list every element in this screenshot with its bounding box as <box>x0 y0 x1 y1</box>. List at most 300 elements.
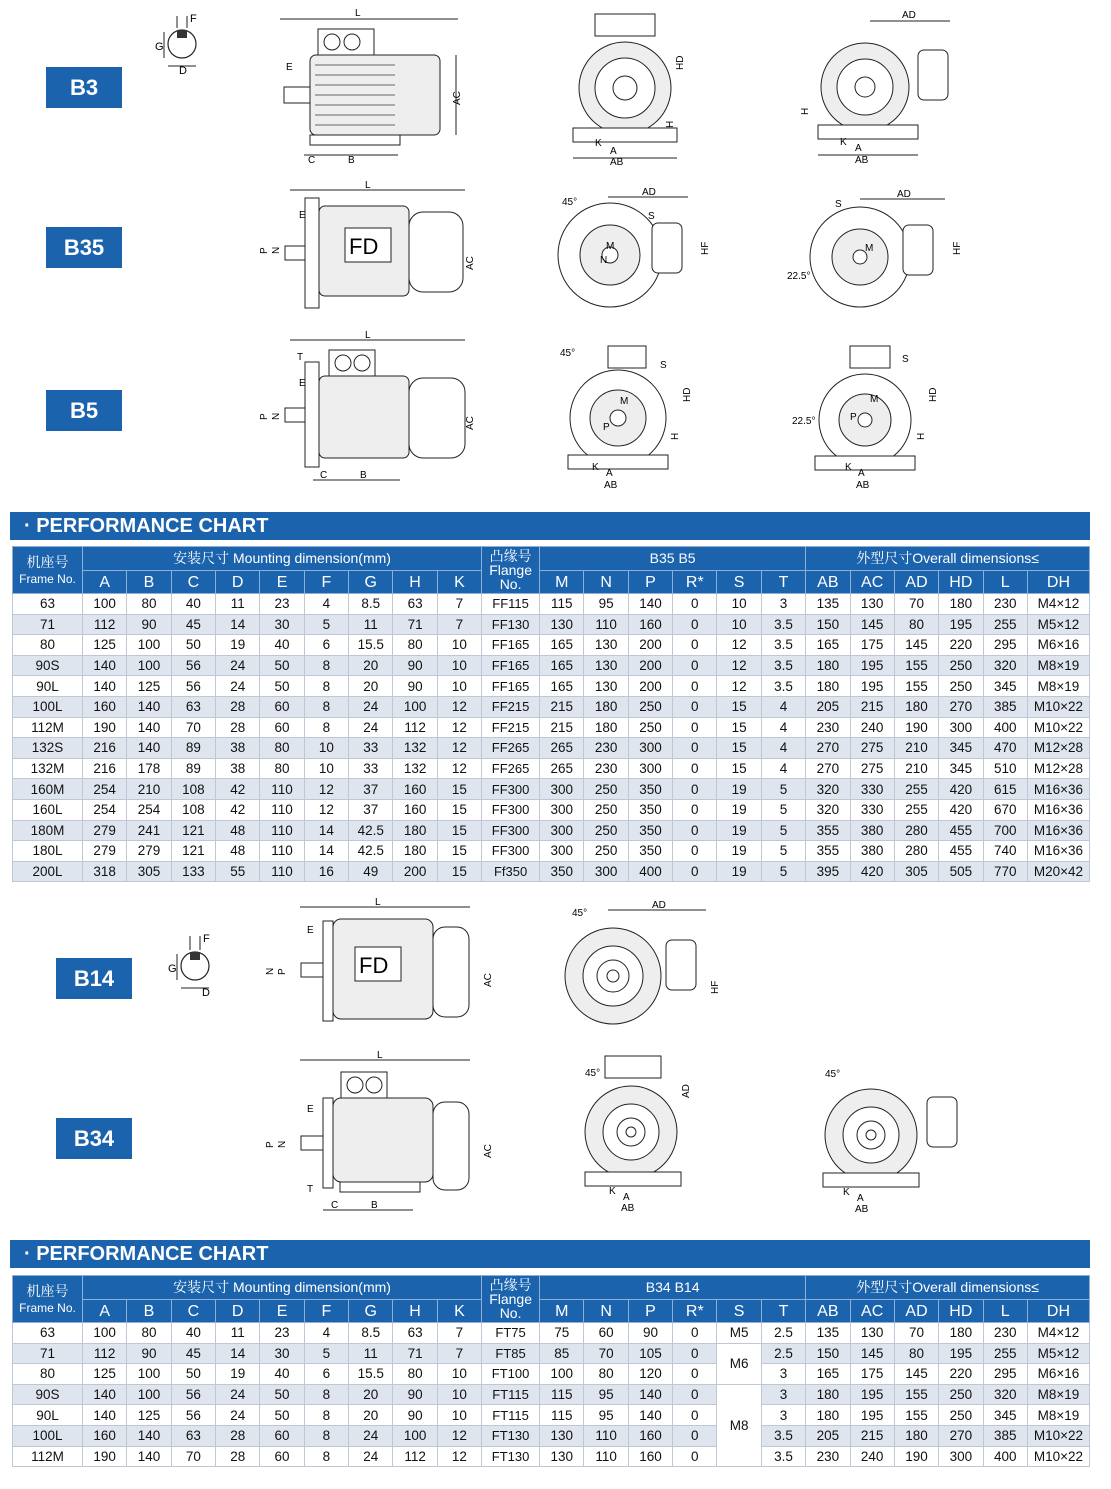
table-cell: 300 <box>540 820 584 841</box>
table-cell: 230 <box>806 1446 850 1467</box>
table-cell: 112 <box>83 614 127 635</box>
label-l: L <box>377 1050 383 1061</box>
table-cell: 195 <box>850 655 894 676</box>
table-cell: 55 <box>216 861 260 882</box>
table-cell: 250 <box>939 676 983 697</box>
table-cell: 160 <box>628 1425 672 1446</box>
table-cell: 0 <box>673 779 717 800</box>
table-cell: FF300 <box>482 779 540 800</box>
label-b: B <box>371 1200 378 1211</box>
table-cell: FF300 <box>482 820 540 841</box>
table-cell: 180 <box>939 594 983 615</box>
flange-no-header: 凸缘号 Flange No. <box>482 1276 540 1323</box>
table-cell: 100L <box>13 696 83 717</box>
table-cell: 455 <box>939 820 983 841</box>
label-b: B <box>360 470 367 481</box>
table-cell: 80 <box>13 1364 83 1385</box>
table-cell: 19 <box>216 1364 260 1385</box>
table-cell: 100 <box>83 594 127 615</box>
table-cell: 38 <box>216 738 260 759</box>
table-cell: 140 <box>127 738 171 759</box>
table-cell: 0 <box>673 696 717 717</box>
table-cell: 0 <box>673 1364 717 1385</box>
table-cell: 11 <box>216 1323 260 1344</box>
label-n: N <box>271 412 282 420</box>
table-cell: 355 <box>806 841 850 862</box>
table-cell: 14 <box>304 841 348 862</box>
table-cell: 130 <box>584 635 628 656</box>
table-cell: 112 <box>393 1446 437 1467</box>
table-cell: 19 <box>717 841 761 862</box>
table-cell: 10 <box>437 1384 481 1405</box>
b35-side-view-diagram <box>259 178 480 313</box>
table-cell: 4 <box>761 696 805 717</box>
table-cell: 355 <box>806 820 850 841</box>
table-cell: 155 <box>894 1405 938 1426</box>
table-cell: FF265 <box>482 738 540 759</box>
table-cell: 10 <box>304 758 348 779</box>
label-ad: AD <box>652 900 666 911</box>
column-header: HD <box>939 1300 983 1323</box>
table-cell: 90 <box>393 1405 437 1426</box>
label-p: P <box>265 1141 276 1148</box>
column-header: C <box>171 1300 215 1323</box>
label-ab: AB <box>604 480 618 491</box>
table-cell: 250 <box>939 1405 983 1426</box>
table-cell: 12 <box>304 799 348 820</box>
table-cell: 70 <box>171 717 215 738</box>
table-cell: 4 <box>761 738 805 759</box>
table-cell: 50 <box>171 635 215 656</box>
table-cell: 90 <box>393 676 437 697</box>
table-cell: 100 <box>393 1425 437 1446</box>
table-cell: 195 <box>939 614 983 635</box>
table-cell: 7 <box>437 594 481 615</box>
label-d: D <box>202 987 210 999</box>
table-cell: FF300 <box>482 841 540 862</box>
table-cell: 0 <box>673 1405 717 1426</box>
table-cell: 165 <box>540 635 584 656</box>
table-cell: 420 <box>939 779 983 800</box>
column-header: AC <box>850 571 894 594</box>
table-cell: 215 <box>540 717 584 738</box>
table-cell: 7 <box>437 1343 481 1364</box>
table-cell: 275 <box>850 738 894 759</box>
label-hd: HD <box>675 55 686 70</box>
table-cell: 130 <box>540 1446 584 1467</box>
table-cell: 40 <box>171 594 215 615</box>
table-cell: 5 <box>761 820 805 841</box>
table-cell: 63 <box>171 1425 215 1446</box>
table-cell: 180 <box>393 841 437 862</box>
table-cell: 108 <box>171 799 215 820</box>
label-ad: AD <box>897 189 911 200</box>
table-cell: 300 <box>628 758 672 779</box>
table-cell: 5 <box>761 861 805 882</box>
table-cell: 10 <box>717 614 761 635</box>
table-cell: 160L <box>13 799 83 820</box>
label-m: M <box>620 396 629 407</box>
table-cell: 195 <box>850 1384 894 1405</box>
table-cell: FF165 <box>482 635 540 656</box>
label-a: A <box>606 468 613 479</box>
table-cell: 140 <box>628 1405 672 1426</box>
table-cell: 241 <box>127 820 171 841</box>
table-row <box>13 841 1090 862</box>
table-row <box>13 861 1090 882</box>
table-cell: 63 <box>13 594 83 615</box>
table-cell: 300 <box>584 861 628 882</box>
column-header: B <box>127 1300 171 1323</box>
table-cell: 0 <box>673 717 717 738</box>
table-cell: 105 <box>628 1343 672 1364</box>
table-cell: 40 <box>260 635 304 656</box>
b5-front-view-diagram <box>548 340 698 490</box>
table-cell: 130 <box>584 676 628 697</box>
label-n: N <box>277 1140 288 1148</box>
table-cell: M16×36 <box>1027 799 1089 820</box>
table-cell: 210 <box>127 779 171 800</box>
column-header: P <box>628 571 672 594</box>
table-cell: 510 <box>983 758 1027 779</box>
table-cell: 12 <box>304 779 348 800</box>
table-cell: 90 <box>628 1323 672 1344</box>
table-cell: 70 <box>171 1446 215 1467</box>
table-cell: 180 <box>584 717 628 738</box>
label-s: S <box>902 354 909 365</box>
table-cell: 145 <box>894 635 938 656</box>
table-cell: 60 <box>260 717 304 738</box>
table-cell: 45 <box>171 614 215 635</box>
table-cell: 160 <box>393 779 437 800</box>
label-g: G <box>168 963 177 975</box>
label-c: C <box>331 1200 339 1211</box>
label-m: M <box>870 394 879 405</box>
table-cell: 90 <box>393 1384 437 1405</box>
table-cell: 10 <box>437 635 481 656</box>
table-cell: 250 <box>939 1384 983 1405</box>
table-cell: 42 <box>216 799 260 820</box>
fd-logo: FD <box>359 953 389 978</box>
label-k: K <box>845 462 852 473</box>
table-cell: 110 <box>260 841 304 862</box>
label-ad: AD <box>902 10 916 21</box>
table-cell: 320 <box>806 779 850 800</box>
table-cell: 160 <box>83 1425 127 1446</box>
table-row <box>13 1323 1090 1344</box>
table-cell: M16×36 <box>1027 779 1089 800</box>
table-cell: 216 <box>83 758 127 779</box>
table-cell: 50 <box>260 1405 304 1426</box>
table-cell: 140 <box>628 594 672 615</box>
table-cell: 165 <box>540 655 584 676</box>
badge-b35: B35 <box>46 227 122 268</box>
table-cell: 200 <box>628 676 672 697</box>
key-section-diagram-b3 <box>152 10 212 75</box>
table-cell: 130 <box>540 614 584 635</box>
table-cell: 300 <box>540 779 584 800</box>
table-cell: 300 <box>628 738 672 759</box>
table-cell: FF165 <box>482 655 540 676</box>
table-cell: 89 <box>171 758 215 779</box>
label-k: K <box>843 1187 850 1198</box>
table-cell: 49 <box>349 861 393 882</box>
table-cell: M8 <box>717 1384 761 1466</box>
table-cell: 42.5 <box>349 841 393 862</box>
table-cell: 0 <box>673 655 717 676</box>
table-cell: 121 <box>171 841 215 862</box>
label-ad: AD <box>681 1084 692 1098</box>
table-cell: 28 <box>216 696 260 717</box>
performance-chart-title-2: · PERFORMANCE CHART <box>10 1240 1090 1268</box>
table-row <box>13 1364 1090 1385</box>
column-header: P <box>628 1300 672 1323</box>
table-cell: 350 <box>628 779 672 800</box>
table-cell: 165 <box>540 676 584 697</box>
label-k: K <box>592 462 599 473</box>
table-cell: 24 <box>216 676 260 697</box>
table-cell: 112 <box>393 717 437 738</box>
table-cell: 470 <box>983 738 1027 759</box>
table-cell: 240 <box>850 1446 894 1467</box>
label-ac: AC <box>483 1144 494 1158</box>
table-cell: 318 <box>83 861 127 882</box>
table-cell: 0 <box>673 614 717 635</box>
table-cell: 4 <box>304 594 348 615</box>
label-h: H <box>665 120 676 128</box>
table-row <box>13 594 1090 615</box>
table-cell: 130 <box>584 655 628 676</box>
table-cell: 254 <box>83 799 127 820</box>
label-45deg: 45° <box>585 1068 601 1079</box>
table-cell: 50 <box>260 1384 304 1405</box>
table-cell: 15 <box>437 820 481 841</box>
table-row <box>13 676 1090 697</box>
table-cell: 0 <box>673 758 717 779</box>
table-cell: 155 <box>894 1384 938 1405</box>
label-45deg: 45° <box>562 197 578 208</box>
column-header: AB <box>806 571 850 594</box>
table-cell: 190 <box>894 1446 938 1467</box>
table-cell: 385 <box>983 1425 1027 1446</box>
table-cell: 37 <box>349 799 393 820</box>
table-cell: 10 <box>717 594 761 615</box>
table-cell: M10×22 <box>1027 696 1089 717</box>
table-cell: 80 <box>127 1323 171 1344</box>
table-cell: 215 <box>850 696 894 717</box>
table-cell: 165 <box>806 1364 850 1385</box>
b14-front-view-diagram <box>558 898 728 1033</box>
table-cell: 10 <box>437 1364 481 1385</box>
table-cell: 60 <box>260 696 304 717</box>
key-section-diagram-b14 <box>165 928 227 998</box>
table-cell: M8×19 <box>1027 1405 1089 1426</box>
table-cell: 400 <box>628 861 672 882</box>
table-cell: 16 <box>304 861 348 882</box>
column-header: L <box>983 571 1027 594</box>
label-p: P <box>277 968 288 975</box>
column-header: S <box>717 1300 761 1323</box>
table-row <box>13 738 1090 759</box>
column-header: DH <box>1027 571 1089 594</box>
column-header: N <box>584 1300 628 1323</box>
table-cell: 24 <box>349 717 393 738</box>
table-cell: 279 <box>83 841 127 862</box>
table-cell: 150 <box>806 1343 850 1364</box>
label-e: E <box>307 925 314 936</box>
label-d: D <box>179 65 187 77</box>
table-cell: 380 <box>850 820 894 841</box>
b34-alt-view-diagram <box>805 1055 965 1215</box>
table-cell: FT115 <box>482 1405 540 1426</box>
table-cell: 7 <box>437 1323 481 1344</box>
table-cell: 8 <box>304 1446 348 1467</box>
column-header: C <box>171 571 215 594</box>
table-cell: 115 <box>540 1405 584 1426</box>
table-row <box>13 696 1090 717</box>
overall-dimensions-header: 外型尺寸Overall dimensions≤ <box>806 547 1090 571</box>
table-cell: 279 <box>127 841 171 862</box>
label-k: K <box>609 1186 616 1197</box>
table-row <box>13 1446 1090 1467</box>
table-cell: 615 <box>983 779 1027 800</box>
table-cell: 24 <box>216 655 260 676</box>
table-cell: 200 <box>628 655 672 676</box>
table-cell: 3.5 <box>761 635 805 656</box>
b35-b5-group-header: B35 B5 <box>540 547 806 571</box>
label-a: A <box>857 1193 864 1204</box>
table-cell: 160 <box>83 696 127 717</box>
label-t: T <box>307 1184 314 1195</box>
label-ac: AC <box>465 256 476 270</box>
table-cell: 230 <box>584 758 628 779</box>
table-cell: 0 <box>673 676 717 697</box>
mounting-dimension-header: 安装尺寸 Mounting dimension(mm) <box>83 1276 482 1300</box>
table-cell: 33 <box>349 738 393 759</box>
table-cell: 230 <box>983 1323 1027 1344</box>
table-cell: 63 <box>171 696 215 717</box>
table-cell: 220 <box>939 1364 983 1385</box>
table-cell: 2.5 <box>761 1323 805 1344</box>
column-header: T <box>761 1300 805 1323</box>
badge-b3: B3 <box>46 67 122 108</box>
table-cell: 70 <box>584 1343 628 1364</box>
table-cell: 255 <box>894 799 938 820</box>
label-l: L <box>355 8 361 19</box>
table-cell: 15 <box>437 841 481 862</box>
table-cell: 38 <box>216 758 260 779</box>
label-c: C <box>308 155 316 166</box>
table-cell: 240 <box>850 717 894 738</box>
table-cell: 165 <box>806 635 850 656</box>
table-cell: 71 <box>393 614 437 635</box>
table-cell: 350 <box>628 841 672 862</box>
table-cell: M8×19 <box>1027 676 1089 697</box>
column-header: B <box>127 571 171 594</box>
table-cell: 133 <box>171 861 215 882</box>
frame-no-header: 机座号 Frame No. <box>13 547 83 594</box>
table-cell: 305 <box>894 861 938 882</box>
table-cell: FF265 <box>482 758 540 779</box>
column-header: E <box>260 571 304 594</box>
table-cell: 110 <box>260 820 304 841</box>
table-cell: 12 <box>437 738 481 759</box>
table-cell: 250 <box>628 717 672 738</box>
performance-chart-title-1: · PERFORMANCE CHART <box>10 512 1090 540</box>
table-cell: 250 <box>628 696 672 717</box>
table-cell: 300 <box>540 799 584 820</box>
table-cell: 80 <box>393 635 437 656</box>
label-ab: AB <box>610 157 624 168</box>
table-cell: 3.5 <box>761 614 805 635</box>
table-cell: 305 <box>127 861 171 882</box>
table-cell: 160 <box>628 1446 672 1467</box>
table-cell: 175 <box>850 1364 894 1385</box>
table-cell: 24 <box>349 696 393 717</box>
label-ab: AB <box>856 480 870 491</box>
table-cell: 320 <box>983 655 1027 676</box>
table-cell: 19 <box>216 635 260 656</box>
label-l: L <box>375 897 381 908</box>
table-cell: 112M <box>13 1446 83 1467</box>
label-e: E <box>307 1104 314 1115</box>
table-row <box>13 758 1090 779</box>
table-cell: FT85 <box>482 1343 540 1364</box>
table-cell: 100 <box>540 1364 584 1385</box>
table-cell: 230 <box>584 738 628 759</box>
table-cell: 130 <box>850 594 894 615</box>
table-cell: 250 <box>939 655 983 676</box>
label-s: S <box>835 199 842 210</box>
table-cell: FT130 <box>482 1425 540 1446</box>
table-cell: 5 <box>304 614 348 635</box>
table-cell: 15 <box>717 758 761 779</box>
table-cell: 180 <box>894 1425 938 1446</box>
table-cell: 7 <box>437 614 481 635</box>
table-cell: 20 <box>349 655 393 676</box>
table-cell: 110 <box>584 614 628 635</box>
table-cell: 95 <box>584 1384 628 1405</box>
label-b: B <box>348 155 355 166</box>
table-cell: 2.5 <box>761 1343 805 1364</box>
table-row <box>13 1343 1090 1364</box>
label-l: L <box>365 180 371 191</box>
table-cell: 125 <box>127 676 171 697</box>
table-cell: 8 <box>304 676 348 697</box>
table-cell: 12 <box>717 655 761 676</box>
table-cell: 10 <box>437 1405 481 1426</box>
b5-side-view-diagram <box>259 330 480 490</box>
table-cell: 56 <box>171 1405 215 1426</box>
table-cell: 250 <box>584 779 628 800</box>
table-cell: M20×42 <box>1027 861 1089 882</box>
table-cell: 20 <box>349 1405 393 1426</box>
table-cell: 110 <box>260 861 304 882</box>
table-row <box>13 820 1090 841</box>
table-cell: 5 <box>761 779 805 800</box>
column-header: AB <box>806 1300 850 1323</box>
column-header: E <box>260 1300 304 1323</box>
table-cell: 8 <box>304 1384 348 1405</box>
table-cell: 63 <box>393 594 437 615</box>
table-cell: 3.5 <box>761 1425 805 1446</box>
table-cell: 12 <box>437 1425 481 1446</box>
table-cell: 121 <box>171 820 215 841</box>
label-f: F <box>190 13 197 25</box>
mounting-dimension-header: 安装尺寸 Mounting dimension(mm) <box>83 547 482 571</box>
table-cell: 8 <box>304 655 348 676</box>
column-header: F <box>304 571 348 594</box>
